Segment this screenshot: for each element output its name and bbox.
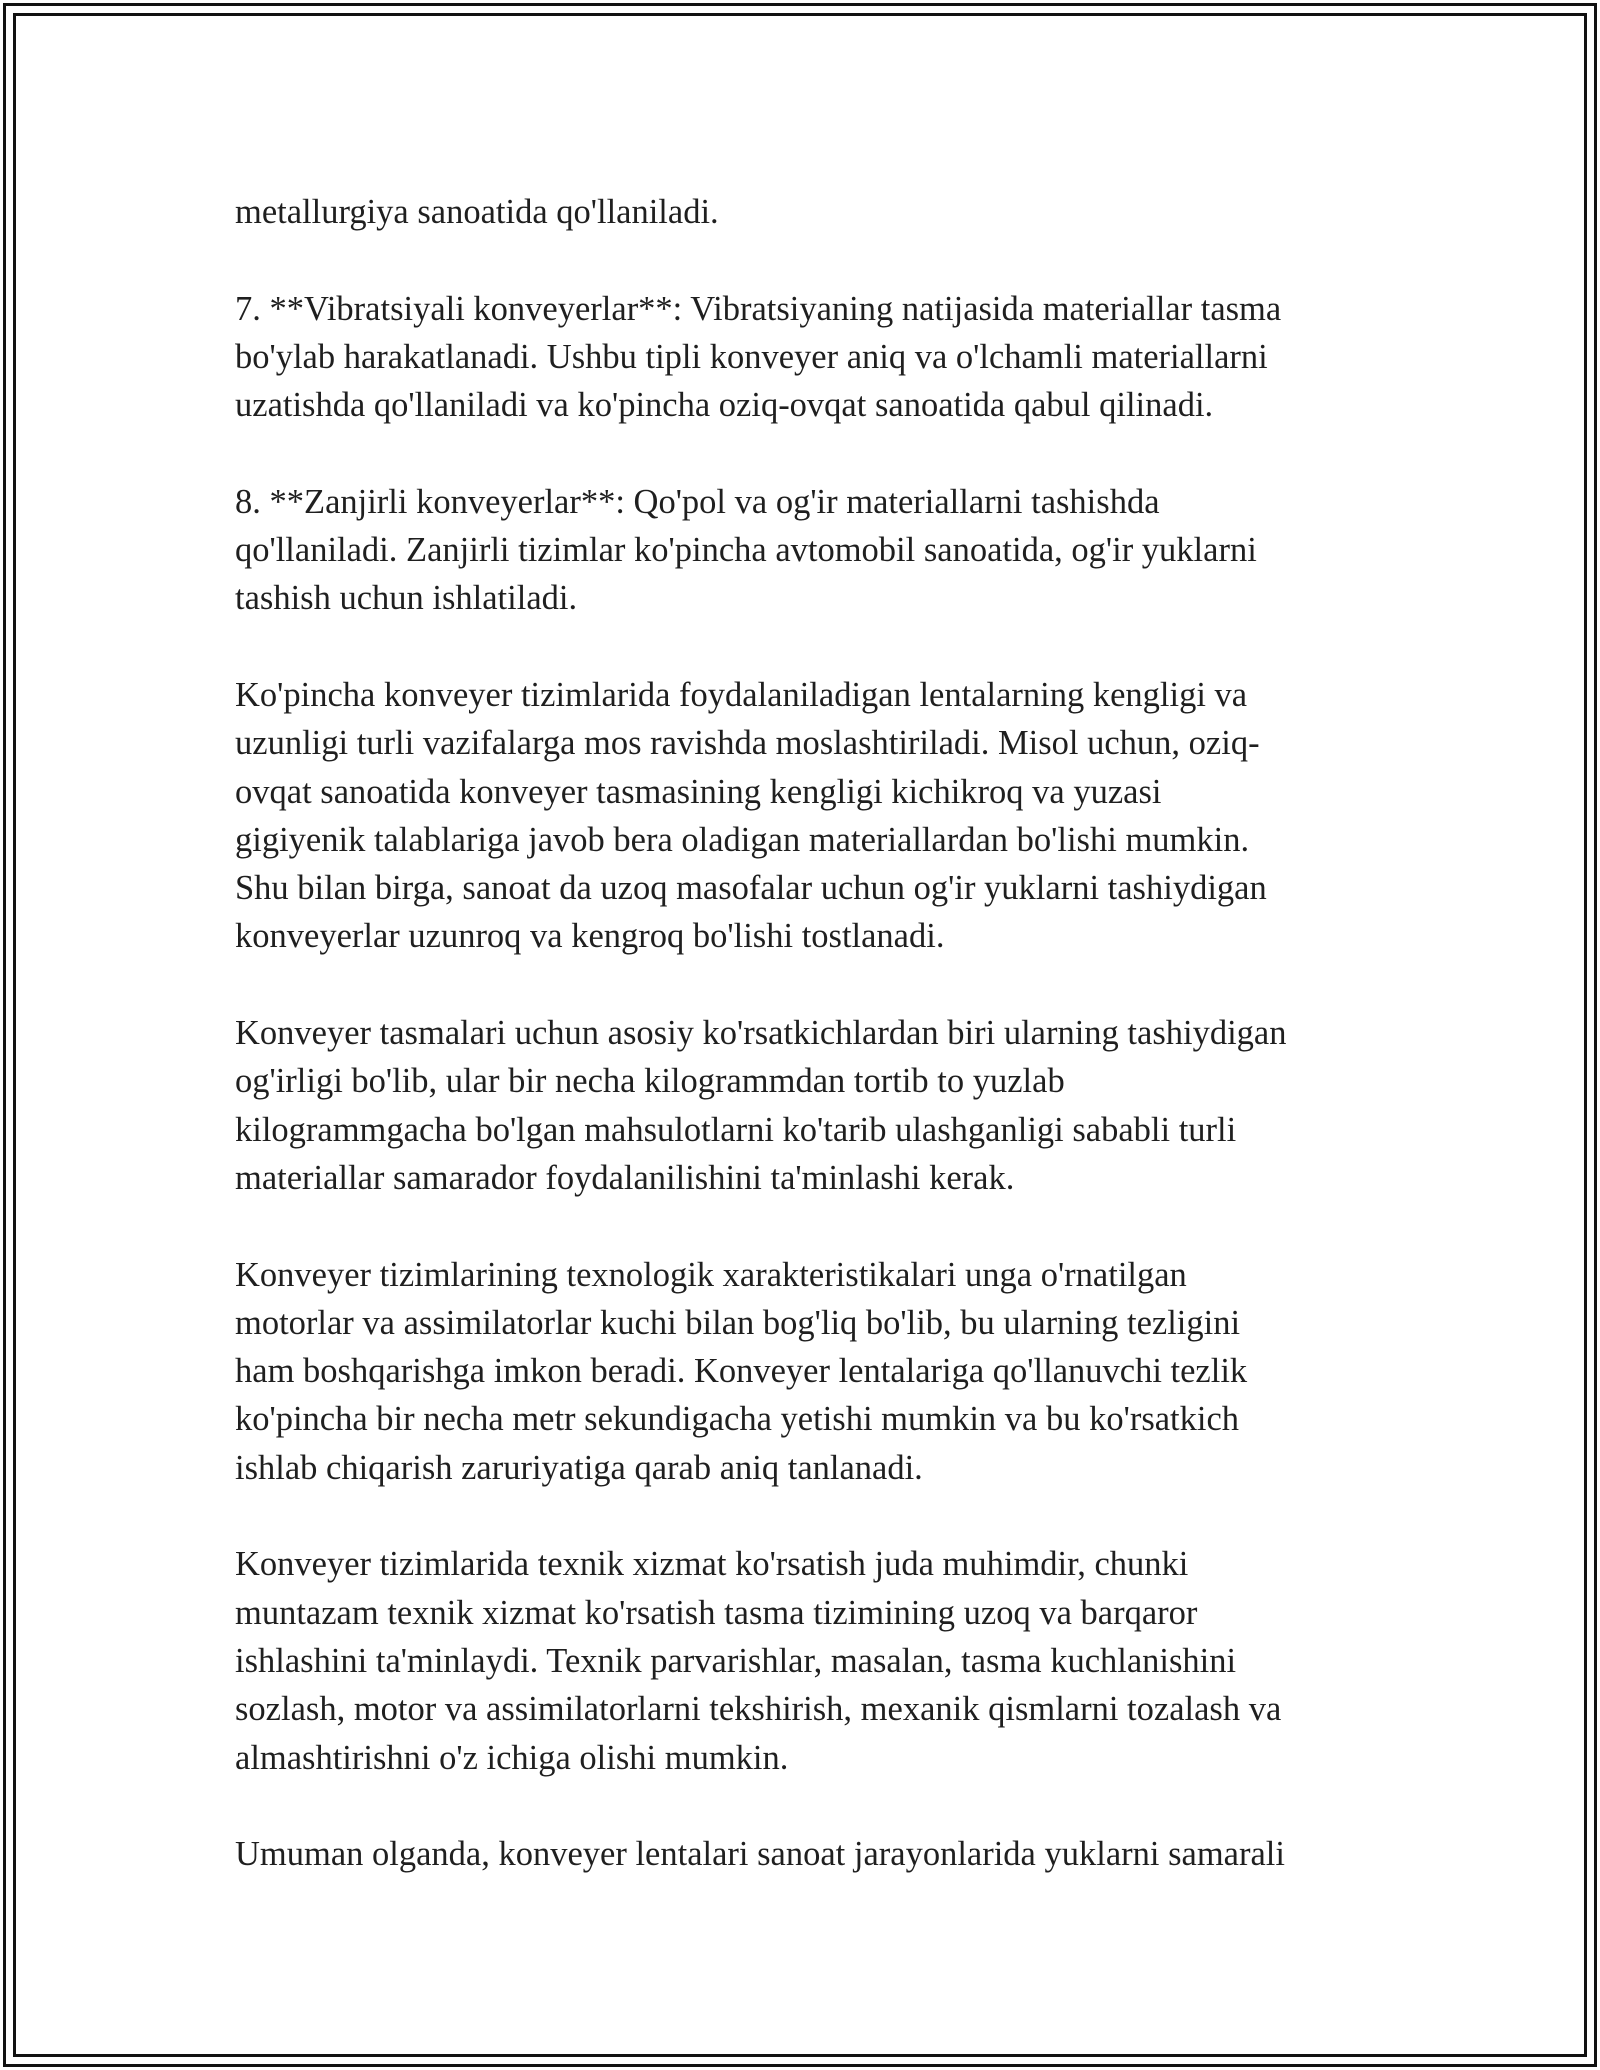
paragraph-belt-dimensions — [235, 671, 1385, 961]
paragraph-conclusion — [235, 1830, 1385, 1878]
text-line: bo'ylab harakatlanadi. Ushbu tipli konveyer aniq va o'lchamli materiallarni — [235, 337, 1268, 376]
text-line: Shu bilan birga, sanoat da uzoq masofalar uchun og'ir yuklarni tashiydigan — [235, 869, 1267, 908]
paragraph-vibration-conveyors — [235, 285, 1385, 430]
text-line: Konveyer tizimlarining texnologik xarakteristikalari unga o'rnatilgan — [235, 1255, 1187, 1294]
document-body — [235, 188, 1385, 1878]
text-line: materiallar samarador foydalanilishini ta'minlashi kerak. — [235, 1158, 1015, 1197]
text-line: 7. **Vibratsiyali konveyerlar**: Vibratsiyaning natijasida materiallar tasma — [235, 289, 1282, 328]
text-line: gigiyenik talablariga javob bera oladigan materiallardan bo'lishi mumkin. — [235, 820, 1250, 859]
text-line: uzatishda qo'llaniladi va ko'pincha oziq-ovqat sanoatida qabul qilinadi. — [235, 386, 1214, 425]
text-line: qo'llaniladi. Zanjirli tizimlar ko'pincha avtomobil sanoatida, og'ir yuklarni — [235, 531, 1257, 570]
paragraph-chain-conveyors — [235, 478, 1385, 623]
text-line: ko'pincha bir necha metr sekundigacha yetishi mumkin va bu ko'rsatkich — [235, 1400, 1240, 1439]
text-line: motorlar va assimilatorlar kuchi bilan bog'liq bo'lib, bu ularning tezligini — [235, 1303, 1241, 1342]
text-line: 8. **Zanjirli konveyerlar**: Qo'pol va og'ir materiallarni tashishda — [235, 482, 1160, 521]
paragraph-technical-characteristics — [235, 1251, 1385, 1492]
text-line: uzunligi turli vazifalarga mos ravishda moslashtiriladi. Misol uchun, oziq- — [235, 724, 1260, 763]
text-line: muntazam texnik xizmat ko'rsatish tasma tizimining uzoq va barqaror — [235, 1593, 1198, 1632]
text-line: sozlash, motor va assimilatorlarni tekshirish, mexanik qismlarni tozalash va — [235, 1690, 1282, 1729]
text-line: Ko'pincha konveyer tizimlarida foydalaniladigan lentalarning kengligi va — [235, 675, 1248, 714]
text-line: Konveyer tizimlarida texnik xizmat ko'rsatish juda muhimdir, chunki — [235, 1545, 1189, 1584]
text-line: ham boshqarishga imkon beradi. Konveyer lentalariga qo'llanuvchi tezlik — [235, 1352, 1248, 1391]
text-line: Konveyer tasmalari uchun asosiy ko'rsatkichlardan biri ularning tashiydigan — [235, 1014, 1287, 1053]
text-line: kilogrammgacha bo'lgan mahsulotlarni ko'tarib ulashganligi sababli turli — [235, 1110, 1237, 1149]
text-line: konveyerlar uzunroq va kengroq bo'lishi tostlanadi. — [235, 917, 945, 956]
paragraph-metallurgy-continuation — [235, 188, 1385, 236]
text-line: almashtirishni o'z ichiga olishi mumkin. — [235, 1738, 789, 1777]
text-line: tashish uchun ishlatiladi. — [235, 579, 578, 618]
paragraph-maintenance — [235, 1540, 1385, 1781]
text-line: ishlab chiqarish zaruriyatiga qarab aniq tanlanadi. — [235, 1448, 923, 1487]
text-line: Umuman olganda, konveyer lentalari sanoat jarayonlarida yuklarni samarali — [235, 1835, 1285, 1874]
text-line: metallurgiya sanoatida qo'llaniladi. — [235, 193, 719, 231]
text-line: ovqat sanoatida konveyer tasmasining kengligi kichikroq va yuzasi — [235, 772, 1162, 811]
text-line: ishlashini ta'minlaydi. Texnik parvarishlar, masalan, tasma kuchlanishini — [235, 1641, 1237, 1680]
text-line: og'irligi bo'lib, ular bir necha kilogrammdan tortib to yuzlab — [235, 1062, 1065, 1101]
paragraph-load-capacity — [235, 1009, 1385, 1202]
